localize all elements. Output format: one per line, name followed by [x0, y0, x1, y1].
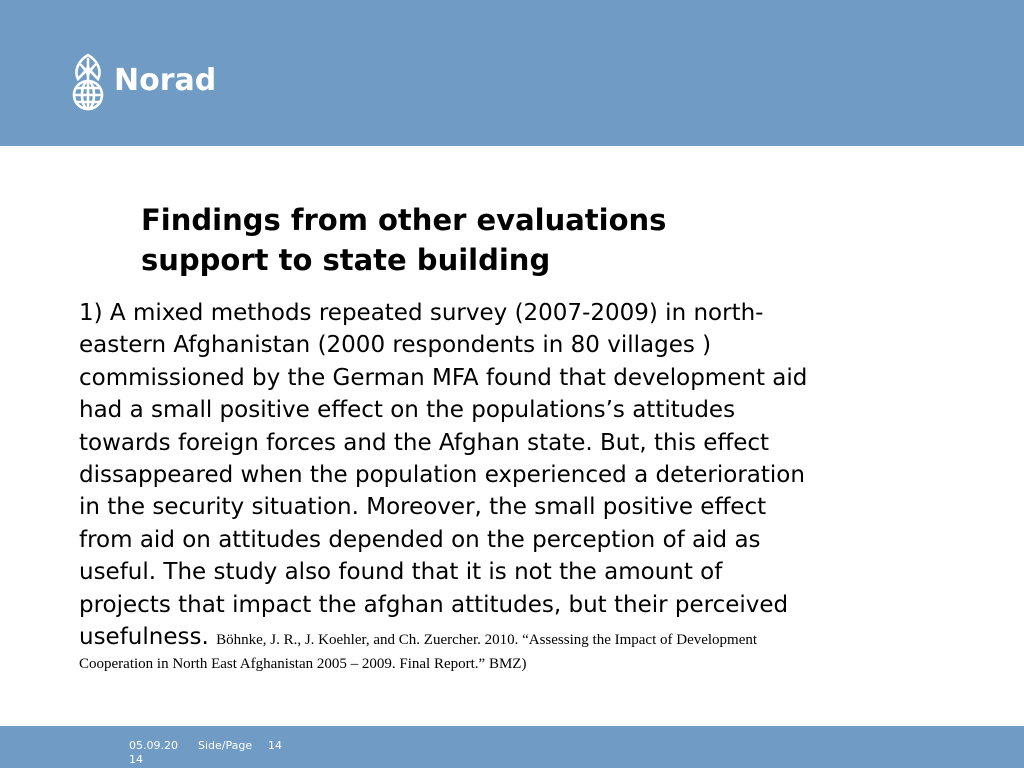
- slide-title-line-2: support to state building: [141, 243, 551, 277]
- slide-title: [141, 200, 841, 280]
- footer-date: 05.09.20: [129, 739, 178, 752]
- footer-date-continued: 14: [129, 753, 143, 766]
- body-line-9: useful. The study also found that it is not the amount of: [79, 559, 723, 586]
- logo-wordmark: Norad: [114, 63, 217, 98]
- body-line-5: towards foreign forces and the Afghan state. But, this effect: [79, 429, 770, 456]
- body-line-10: projects that impact the afghan attitudes, but their perceived: [79, 591, 789, 618]
- body-line-2: eastern Afghanistan (2000 respondents in 80 villages ): [79, 332, 712, 359]
- reference-citation-part-1: Böhnke, J. R., J. Koehler, and Ch. Zuercher. 2010. “Assessing the Impact of Development: [216, 632, 758, 649]
- footer-page-number: 14: [268, 739, 282, 752]
- norad-logo: [70, 50, 216, 112]
- body-paragraph: [79, 297, 959, 653]
- body-line-8: from aid on attitudes depended on the perception of aid as: [79, 526, 761, 553]
- norad-tree-globe-icon: [70, 51, 106, 111]
- body-line-6: dissappeared when the population experienced a deterioration: [79, 462, 805, 489]
- body-line-3: commissioned by the German MFA found that development aid: [79, 364, 808, 391]
- slide-title-line-1: Findings from other evaluations: [141, 203, 667, 237]
- header-band: [0, 0, 1024, 146]
- footer-band: [0, 726, 1024, 768]
- body-line-4: had a small positive effect on the populations’s attitudes: [79, 397, 736, 424]
- body-line-7: in the security situation. Moreover, the small positive effect: [79, 494, 767, 521]
- footer-page-label: Side/Page: [198, 739, 253, 752]
- body-last-word: usefulness.: [79, 624, 209, 651]
- body-line-11: [79, 621, 959, 653]
- reference-citation-part-2: Cooperation in North East Afghanistan 2005 – 2009. Final Report.” BMZ): [79, 656, 527, 672]
- body-line-1: 1) A mixed methods repeated survey (2007-2009) in north-: [79, 300, 764, 326]
